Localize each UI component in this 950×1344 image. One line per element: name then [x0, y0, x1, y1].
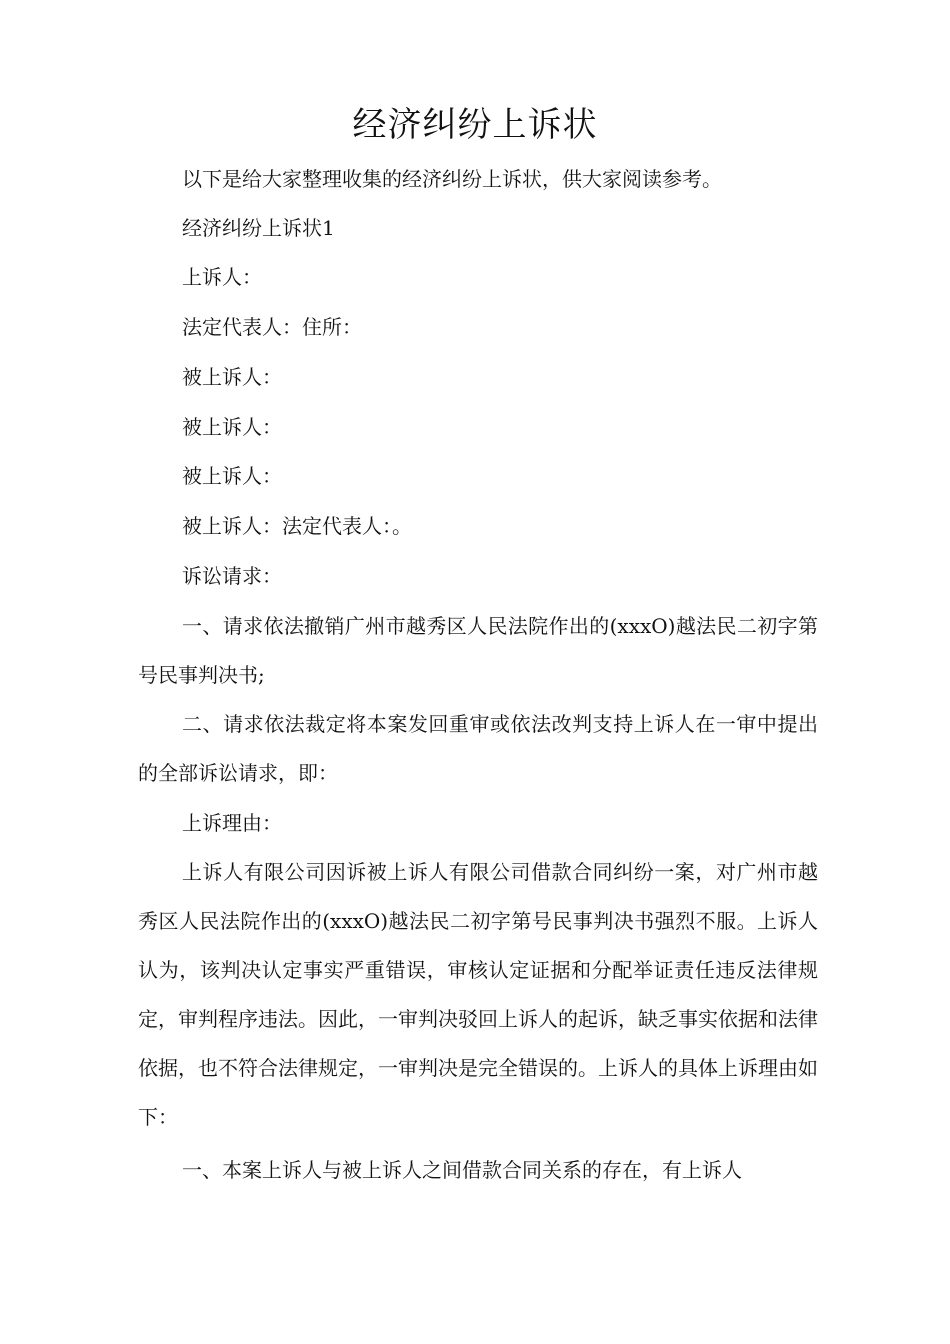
paragraph-reasons-body: 上诉人有限公司因诉被上诉人有限公司借款合同纠纷一案，对广州市越秀区人民法院作出的(xxxO)越法民二初字第号民事判决书强烈不服。上诉人认为，该判决认定事实严重错误，审核认定证据和分配举证责任违反法律规定，审判程序违法。因此，一审判决驳回上诉人的起诉，缺乏事实依据和法律依据，也不符合法律规定，一审判决是完全错误的。上诉人的具体上诉理由如下： — [138, 860, 818, 1129]
paragraph-claims-heading: 诉讼请求： — [182, 564, 282, 588]
paragraph-appellee-2: 被上诉人： — [182, 415, 282, 439]
document-title: 经济纠纷上诉状 — [352, 105, 598, 145]
paragraph-reason-1: 一、本案上诉人与被上诉人之间借款合同关系的存在，有上诉人 — [182, 1158, 742, 1182]
paragraph-legal-representative: 法定代表人：住所： — [182, 315, 362, 339]
paragraph-appellee-4: 被上诉人：法定代表人：。 — [182, 514, 412, 538]
paragraph-claim-1: 一、请求依法撤销广州市越秀区人民法院作出的(xxxO)越法民二初字第号民事判决书; — [138, 614, 818, 687]
paragraph-section-heading: 经济纠纷上诉状1 — [182, 216, 335, 240]
paragraph-appellee-3: 被上诉人： — [182, 464, 282, 488]
paragraph-appellee-1: 被上诉人： — [182, 365, 282, 389]
paragraph-appellant: 上诉人： — [182, 265, 262, 289]
paragraph-claim-2: 二、请求依法裁定将本案发回重审或依法改判支持上诉人在一审中提出的全部诉讼请求，即： — [138, 712, 818, 785]
paragraph-intro: 以下是给大家整理收集的经济纠纷上诉状，供大家阅读参考。 — [182, 167, 722, 191]
paragraph-reasons-heading: 上诉理由： — [182, 811, 282, 835]
